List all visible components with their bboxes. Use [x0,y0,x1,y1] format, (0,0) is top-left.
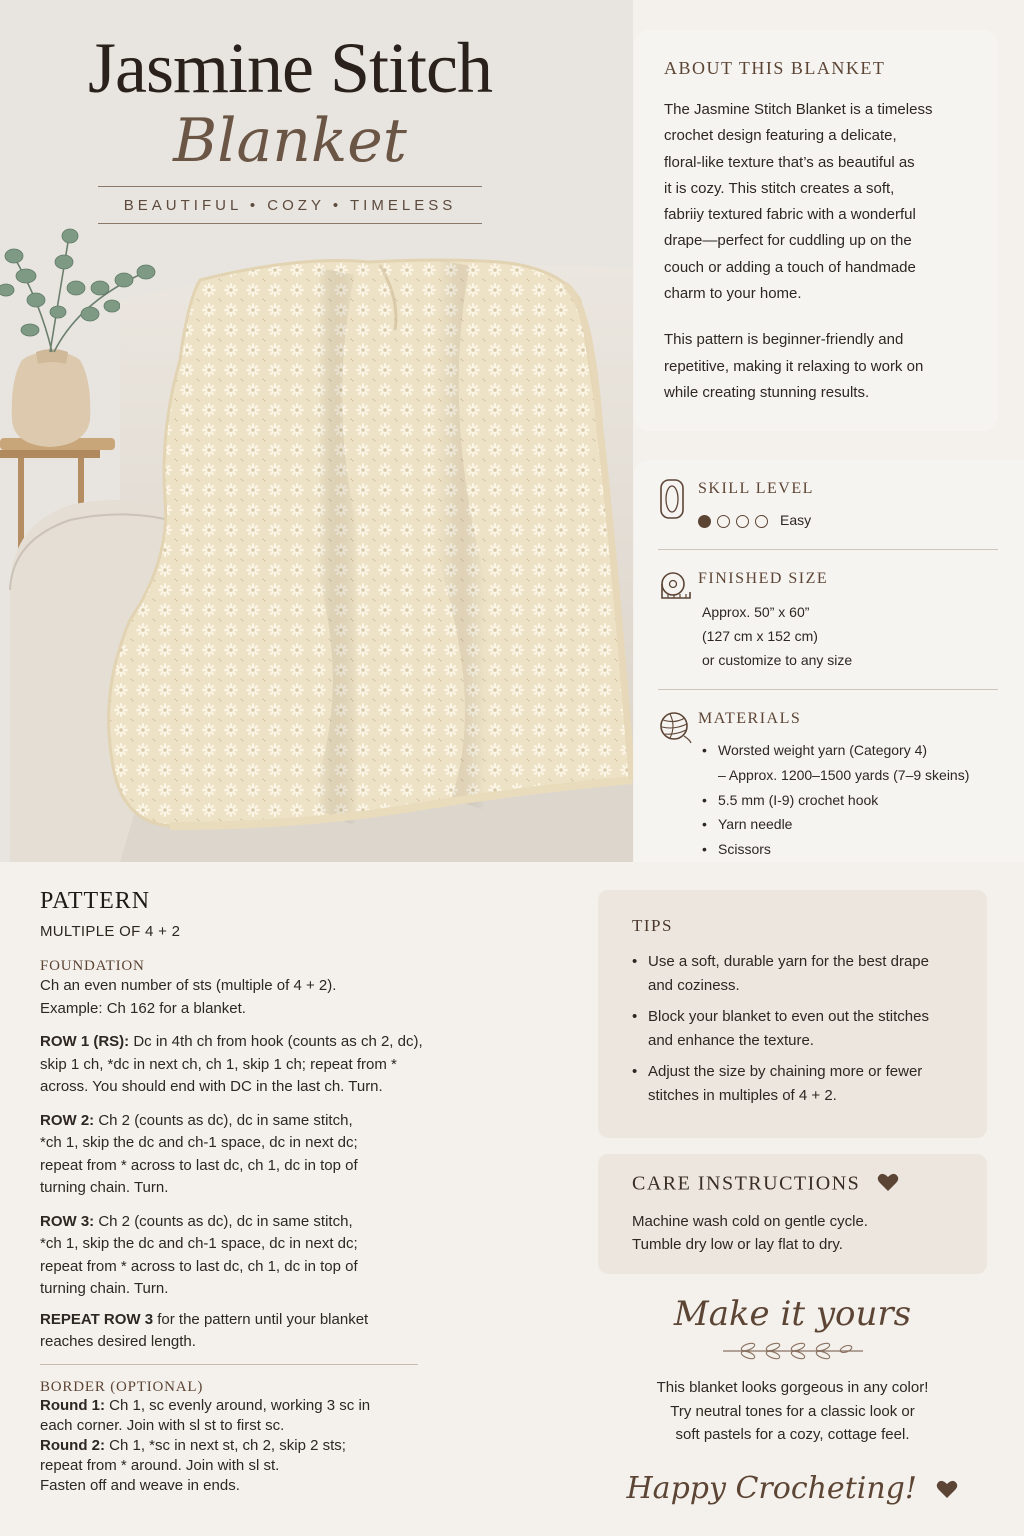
pattern-line: *ch 1, skip the dc and ch-1 space, dc in next dc; [40,1235,358,1252]
border-heading: BORDER (OPTIONAL) [40,1378,204,1395]
pattern-line: Ch 1, *sc in next st, ch 2, skip 2 sts; [105,1436,346,1454]
pattern-line: turning chain. Turn. [40,1179,169,1196]
pattern-line: Dc in 4th ch from hook (counts as ch 2, dc), [129,1033,423,1050]
care-card [598,1154,987,1274]
skill-dot-empty [755,515,768,528]
closing-line: This blanket looks gorgeous in any color! [656,1379,929,1396]
row-label: REPEAT ROW 3 [40,1310,154,1328]
about-line: fabriiy textured fabric with a wonderful [664,206,916,224]
tips-card [598,890,987,1138]
row-2 [40,1110,500,1200]
tagline-band [98,186,482,224]
about-line: it is cozy. This stitch creates a soft, [664,179,895,197]
skill-level-dots [698,515,768,528]
heart-icon [936,1472,958,1507]
repeat-row [40,1309,500,1354]
tip-item [632,950,953,997]
skill-dot-empty [717,515,730,528]
about-line: floral-like texture that’s as beautiful as [664,153,915,171]
skill-dot-empty [736,515,749,528]
pattern-line: turning chain. Turn. [40,1280,169,1297]
tip-item [632,1060,953,1107]
row-3 [40,1211,500,1301]
pattern-multiple: MULTIPLE OF 4 + 2 [40,923,181,940]
border-text [40,1396,500,1496]
title-block [40,28,540,224]
closing-text [598,1376,987,1447]
care-line: Machine wash cold on gentle cycle. [632,1213,868,1230]
list-item: • Yarn needle [702,812,969,837]
about-paragraph-2 [664,327,968,406]
spec-panel [634,460,1024,862]
pattern-line: skip 1 ch, *dc in next ch, ch 1, skip 1 ch; repeat from * [40,1055,397,1073]
about-heading: ABOUT THIS BLANKET [664,58,886,78]
about-line: The Jasmine Stitch Blanket is a timeless [664,101,933,118]
closing-heading: Make it yours [673,1294,912,1334]
about-line: crochet design featuring a delicate, [664,127,897,145]
materials-heading: MATERIALS [698,710,802,727]
foundation-text [40,975,500,1020]
care-text [632,1210,953,1256]
tip-item [632,1005,953,1052]
pattern-line: Ch 2 (counts as dc), dc in same stitch, [94,1111,353,1129]
list-item: • Scissors [702,837,969,862]
divider [658,549,998,550]
tips-heading: TIPS [632,916,673,935]
skein-icon [658,478,688,518]
pattern-line: Fasten off and weave in ends. [40,1476,240,1494]
skill-level-label: Easy [780,512,812,528]
finished-size-value [702,600,852,672]
row-label: ROW 1 (RS): [40,1033,130,1050]
divider [658,689,998,690]
page-title: Jasmine Stitch [88,28,492,108]
materials-section [658,710,998,860]
about-paragraph-1 [664,97,968,307]
about-card [634,30,998,431]
page-subtitle: Blanket [173,106,407,176]
row-label: ROW 2: [40,1111,95,1129]
row-label: ROW 3: [40,1212,95,1230]
tip-line: • Block your blanket to even out the stitches [648,1008,929,1025]
about-line: couch or adding a touch of handmade [664,258,916,276]
signoff-row [598,1471,987,1508]
about-line: drape—perfect for cuddling up on the [664,232,912,250]
tip-line: stitches in multiples of 4 + 2. [648,1086,837,1104]
skill-level-value [698,508,811,532]
closing-line: soft pastels for a cozy, cottage feel. [675,1426,910,1443]
yarn-ball-icon [658,710,688,750]
pattern-section [40,888,500,1496]
closing-section [598,1290,987,1507]
tip-line: and coziness. [648,976,740,994]
pattern-line: repeat from * across to last dc, ch 1, dc in top of [40,1156,358,1174]
pattern-line: repeat from * around. Join with sl st. [40,1456,280,1474]
pattern-line: each corner. Join with sl st to first sc. [40,1416,285,1434]
pattern-line: across. You should end with DC in the last ch. Turn. [40,1078,383,1095]
row-1 [40,1031,500,1099]
signoff: Happy Crocheting! [626,1470,917,1506]
care-heading-row [632,1172,953,1198]
measuring-tape-icon [658,570,688,610]
tagline: BEAUTIFUL • COZY • TIMELESS [123,196,457,214]
tip-line: • Adjust the size by chaining more or fewer [648,1063,923,1080]
pattern-line: reaches desired length. [40,1333,196,1350]
size-line: Approx. 50” x 60” [702,604,810,620]
skill-level-section [658,478,998,548]
round-label: Round 1: [40,1396,105,1414]
pattern-line: for the pattern until your blanket [153,1310,369,1328]
list-item: • Worsted weight yarn (Category 4) [702,738,969,763]
about-line: while creating stunning results. [664,383,870,401]
skill-level-heading: SKILL LEVEL [698,480,814,497]
round-label: Round 2: [40,1436,105,1454]
closing-line: Try neutral tones for a classic look or [670,1402,915,1420]
about-line: repetitive, making it relaxing to work on [664,357,924,375]
pattern-heading: PATTERN [40,888,151,914]
list-item: – Approx. 1200–1500 yards (7–9 skeins) [718,766,970,783]
materials-list [702,738,969,862]
care-line: Tumble dry low or lay flat to dry. [632,1236,843,1253]
tip-line: and enhance the texture. [648,1031,814,1049]
finished-size-heading: FINISHED SIZE [698,570,829,587]
skill-dot-filled [698,515,711,528]
tip-line: • Use a soft, durable yarn for the best drape [648,953,929,970]
pattern-line: *ch 1, skip the dc and ch-1 space, dc in next dc; [40,1134,358,1151]
about-line: charm to your home. [664,285,802,303]
about-line: This pattern is beginner-friendly and [664,331,904,349]
care-heading: CARE INSTRUCTIONS [632,1172,861,1195]
pattern-line: Ch an even number of sts (multiple of 4 + 2). [40,977,337,994]
pattern-line: repeat from * across to last dc, ch 1, dc in top of [40,1257,358,1275]
divider [40,1364,418,1365]
heart-icon [877,1172,899,1198]
foundation-heading: FOUNDATION [40,958,145,974]
finished-size-section [658,570,998,680]
leaf-sprig-icon [718,1340,868,1362]
size-line: (127 cm x 152 cm) [702,628,818,644]
size-line: or customize to any size [702,652,853,668]
pattern-line: Ch 1, sc evenly around, working 3 sc in [105,1396,371,1414]
pattern-line: Example: Ch 162 for a blanket. [40,999,246,1017]
pattern-line: Ch 2 (counts as dc), dc in same stitch, [94,1212,353,1230]
list-item: • 5.5 mm (I-9) crochet hook [702,788,969,813]
